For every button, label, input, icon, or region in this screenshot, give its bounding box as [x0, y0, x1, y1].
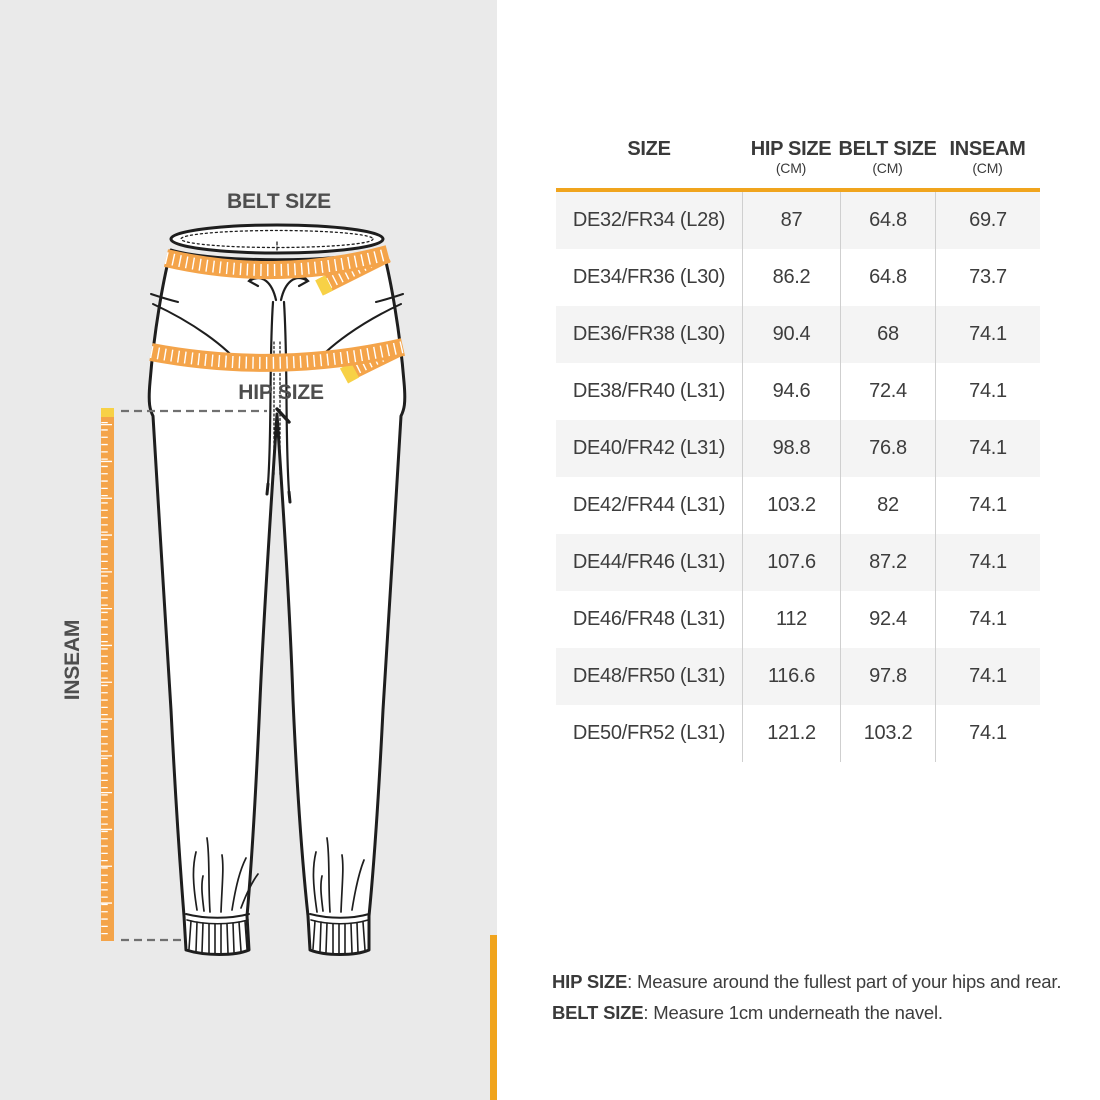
size-table-body: [556, 192, 1040, 762]
accent-bar: [490, 935, 497, 1100]
table-row: DE44/FR46 (L31) 107.6 87.2 74.1: [556, 534, 1040, 591]
table-row: DE42/FR44 (L31) 103.2 82 74.1: [556, 477, 1040, 534]
header-inseam: INSEAM (CM): [949, 138, 1026, 176]
measurement-footnotes: [552, 966, 1092, 1028]
header-hip-size: HIP SIZE (CM): [750, 138, 832, 176]
inseam-label: INSEAM: [61, 619, 84, 701]
table-row: DE34/FR36 (L30) 86.2 64.8 73.7: [556, 249, 1040, 306]
table-row: DE46/FR48 (L31) 112 92.4 74.1: [556, 591, 1040, 648]
header-size: SIZE: [627, 138, 671, 160]
inseam-ruler-icon: [101, 408, 114, 941]
header-belt-size: BELT SIZE (CM): [838, 138, 937, 176]
table-row: DE36/FR38 (L30) 90.4 68 74.1: [556, 306, 1040, 363]
hip-size-footnote: HIP SIZE: Measure around the fullest part of your hips and rear.: [552, 971, 1062, 992]
belt-size-footnote: BELT SIZE: Measure 1cm underneath the navel.: [552, 1002, 943, 1023]
hip-size-label: HIP SIZE: [238, 381, 324, 404]
measurement-diagram-panel: [0, 0, 497, 1100]
size-table: [556, 138, 1040, 762]
size-table-header: [556, 138, 1040, 192]
pants-illustration: [0, 0, 497, 1100]
table-row: DE38/FR40 (L31) 94.6 72.4 74.1: [556, 363, 1040, 420]
table-row: DE50/FR52 (L31) 121.2 103.2 74.1: [556, 705, 1040, 762]
pants-outline: [149, 225, 405, 955]
table-row: DE32/FR34 (L28) 87 64.8 69.7: [556, 192, 1040, 249]
table-row: DE40/FR42 (L31) 98.8 76.8 74.1: [556, 420, 1040, 477]
table-row: DE48/FR50 (L31) 116.6 97.8 74.1: [556, 648, 1040, 705]
belt-size-label: BELT SIZE: [227, 190, 331, 213]
